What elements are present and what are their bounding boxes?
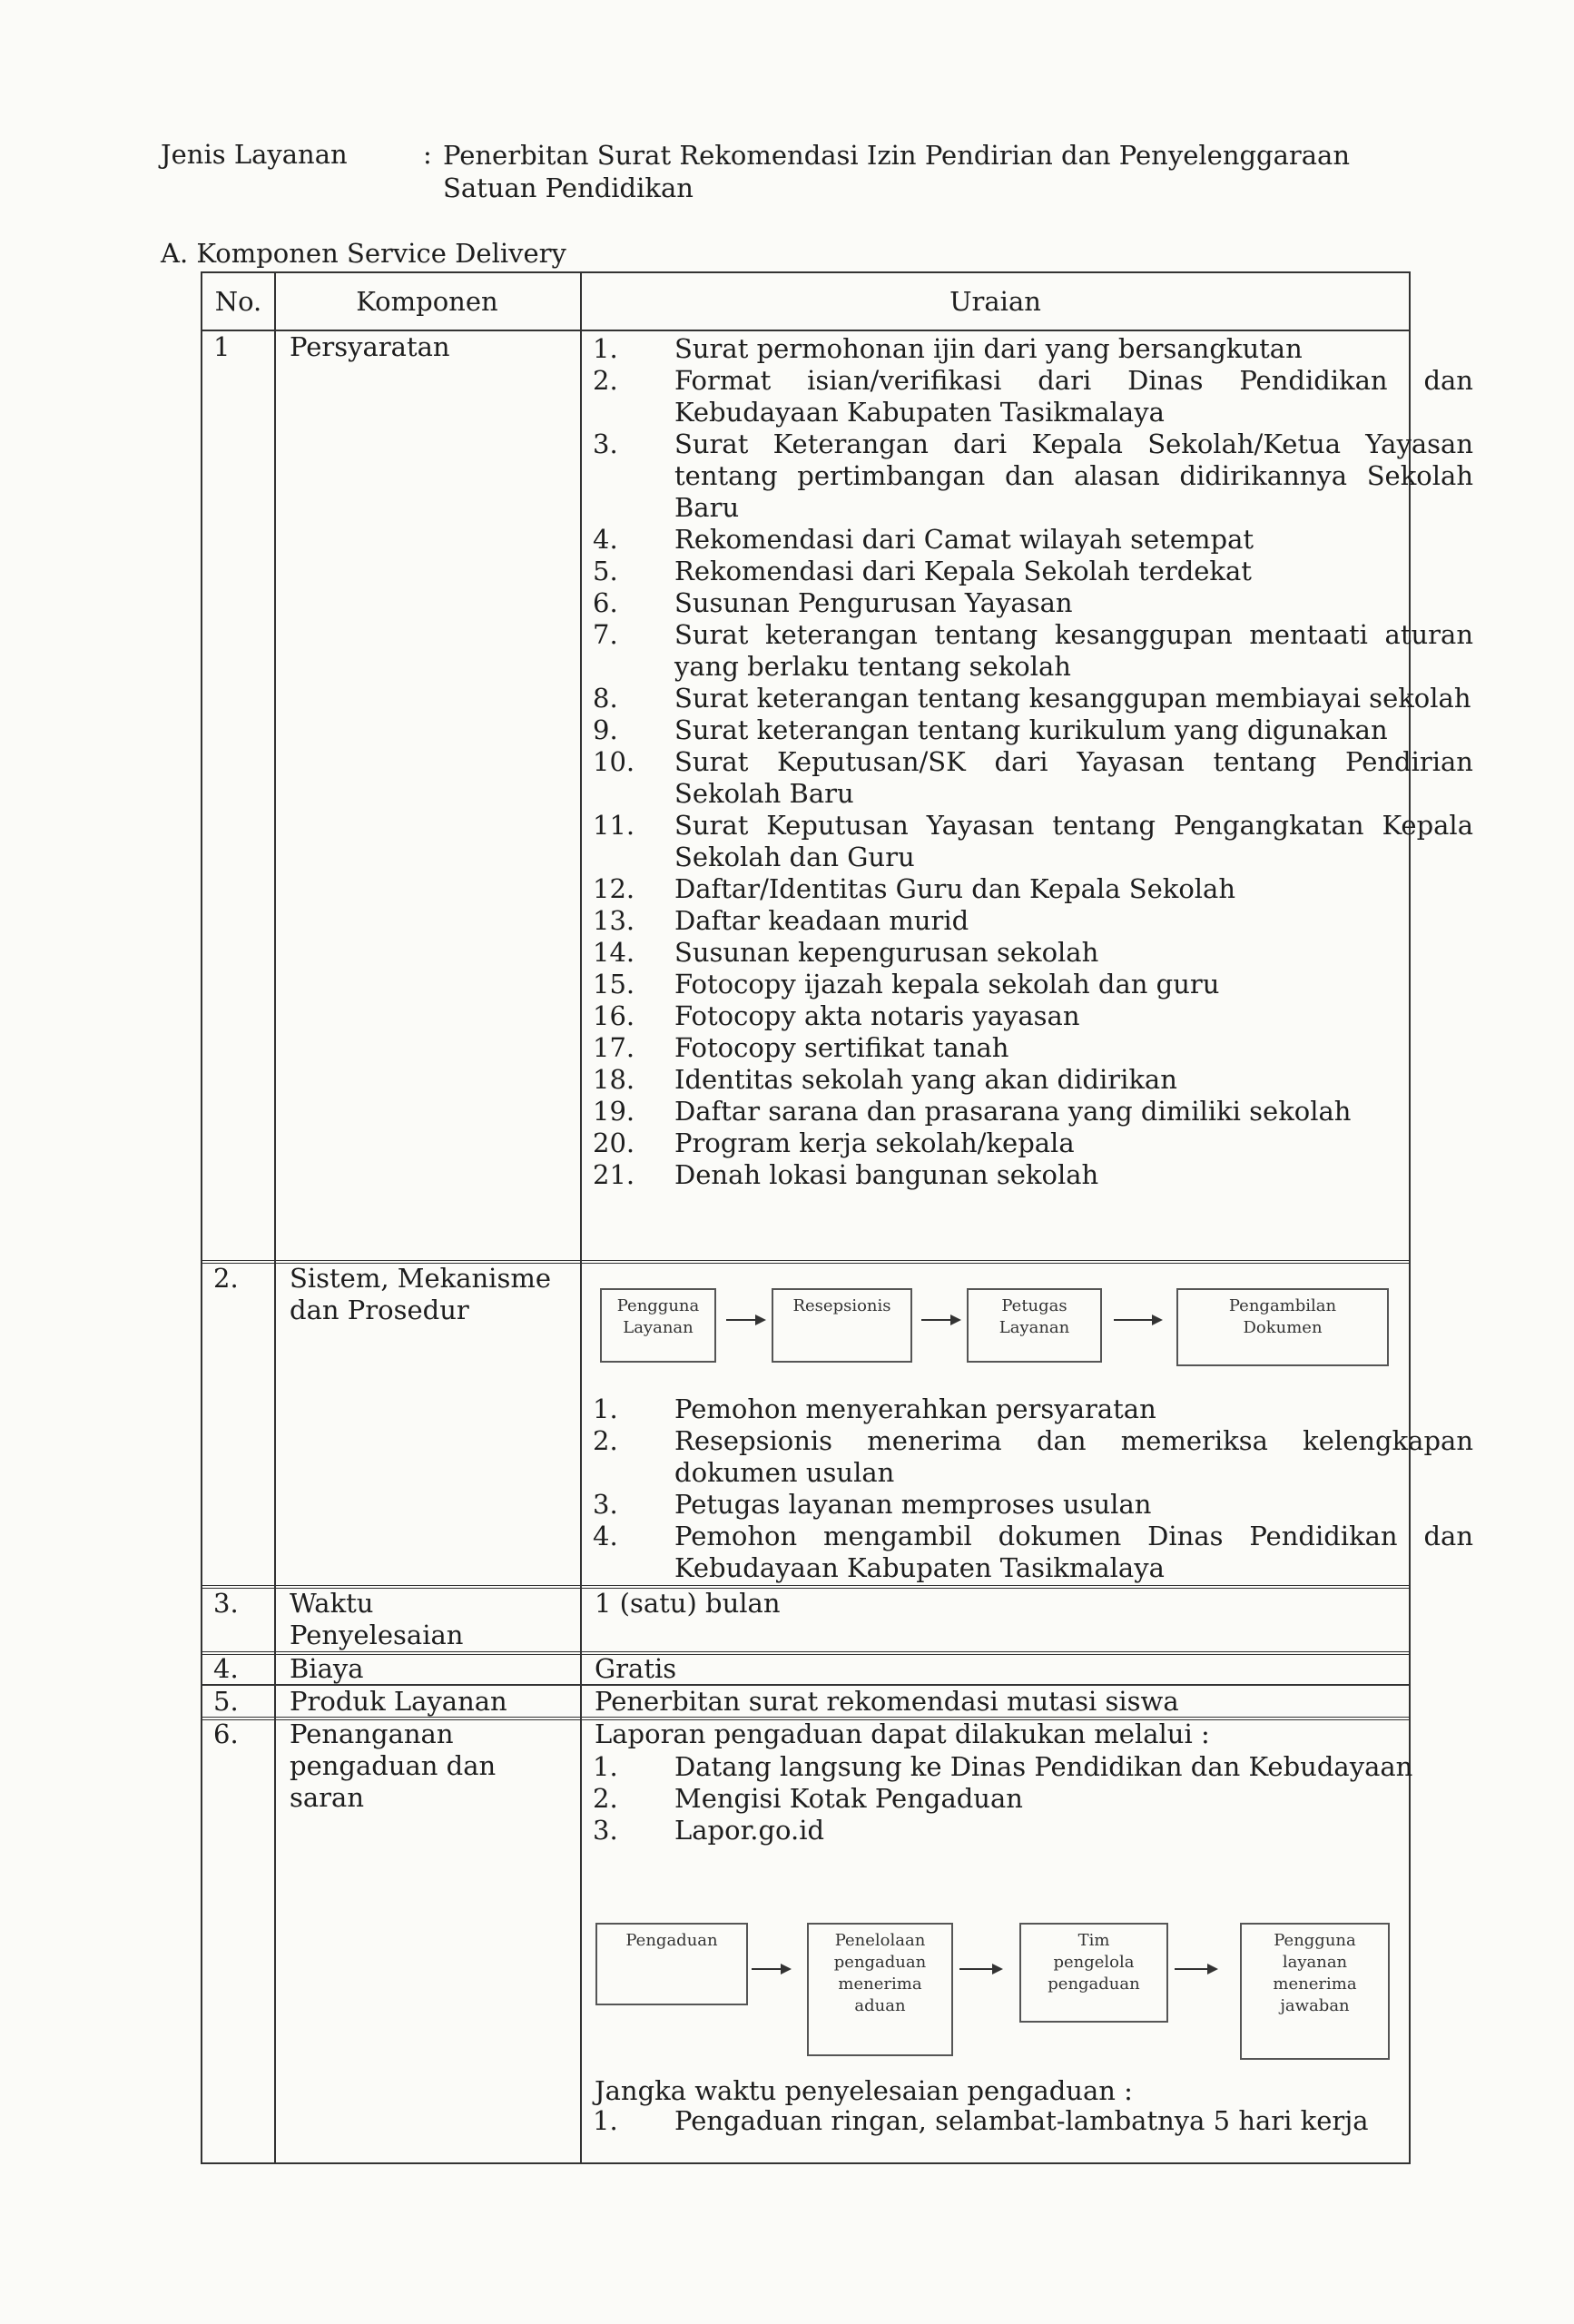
complaint-timeframe-list	[593, 2105, 1473, 2137]
list-item-number: 18.	[593, 1064, 635, 1095]
service-delivery-table	[201, 271, 1473, 2164]
complaint-arrow-3	[1175, 1968, 1215, 1970]
col-divider-no	[274, 273, 276, 2162]
row-divider-3	[202, 1651, 1409, 1655]
list-item	[593, 1751, 1473, 1783]
list-item	[593, 333, 1473, 365]
list-item-text: Rekomendasi dari Camat wilayah setempat	[674, 524, 1254, 555]
list-item-text: Fotocopy sertifikat tanah	[674, 1032, 1009, 1063]
list-item-text: Daftar/Identitas Guru dan Kepala Sekolah	[674, 873, 1236, 904]
col-divider-komponen	[580, 273, 582, 2162]
list-item-number: 10.	[593, 746, 635, 777]
list-item-number: 3.	[593, 1489, 618, 1520]
list-item	[593, 905, 1473, 937]
list-item-text: Surat keterangan tentang kurikulum yang digunakan	[674, 714, 1388, 745]
list-item-number: 17.	[593, 1032, 635, 1063]
list-item	[593, 1096, 1473, 1128]
row3-no: 3.	[213, 1588, 239, 1619]
list-item	[593, 524, 1473, 556]
list-item	[593, 873, 1473, 905]
flow-box-pengambilan-dokumen: Pengambilan Dokumen	[1176, 1288, 1389, 1366]
list-item	[593, 1159, 1473, 1191]
list-item	[593, 746, 1473, 810]
list-item-text: Petugas layanan memproses usulan	[674, 1489, 1152, 1520]
service-type-value-line1: Penerbitan Surat Rekomendasi Izin Pendirian dan Penyelenggaraan	[443, 140, 1351, 171]
row5-uraian: Penerbitan surat rekomendasi mutasi siswa	[595, 1686, 1179, 1717]
header-uraian: Uraian	[949, 286, 1041, 317]
list-item-text: Denah lokasi bangunan sekolah	[674, 1159, 1099, 1190]
row2-komponen	[290, 1263, 551, 1326]
list-item-number: 11.	[593, 810, 635, 841]
list-item	[593, 1815, 1473, 1846]
list-item	[593, 714, 1473, 746]
flow-box-petugas-layanan: Petugas Layanan	[967, 1288, 1102, 1363]
section-title: A. Komponen Service Delivery	[161, 238, 566, 269]
row1-no: 1	[213, 331, 231, 362]
complaint-arrow-2	[959, 1968, 999, 1970]
list-item-text: Pemohon mengambil dokumen Dinas Pendidikan dan Kebudayaan Kabupaten Tasikmalaya	[674, 1521, 1473, 1583]
list-item-number: 2.	[593, 1425, 618, 1456]
list-item	[593, 683, 1473, 714]
row4-no: 4.	[213, 1653, 239, 1684]
list-item-text: Pengaduan ringan, selambat-lambatnya 5 hari kerja	[674, 2105, 1369, 2136]
list-item	[593, 1064, 1473, 1096]
list-item	[593, 1000, 1473, 1032]
list-item-text: Surat Keputusan/SK dari Yayasan tentang Pendirian Sekolah Baru	[674, 746, 1473, 809]
list-item-number: 1.	[593, 333, 618, 364]
header-komponen: Komponen	[356, 286, 498, 317]
complaint-arrow-1	[752, 1968, 788, 1970]
header-no: No.	[214, 286, 262, 317]
list-item-number: 4.	[593, 1521, 618, 1551]
list-item	[593, 1393, 1473, 1425]
row5-komponen: Produk Layanan	[290, 1686, 507, 1717]
row2-komponen-line2: dan Prosedur	[290, 1295, 469, 1325]
list-item	[593, 810, 1473, 873]
list-item-number: 15.	[593, 969, 635, 1000]
list-item	[593, 2105, 1473, 2137]
list-item-number: 5.	[593, 556, 618, 586]
list-item-number: 2.	[593, 365, 618, 396]
service-type-value	[443, 139, 1441, 204]
list-item-text: Rekomendasi dari Kepala Sekolah terdekat	[674, 556, 1252, 586]
row6-complaint-channels-list	[593, 1751, 1473, 1846]
list-item-text: Format isian/verifikasi dari Dinas Pendidikan dan Kebudayaan Kabupaten Tasikmalaya	[674, 365, 1473, 428]
row2-procedure-list	[593, 1393, 1473, 1584]
flow-box-pengaduan: Pengaduan	[595, 1923, 748, 2005]
list-item-number: 13.	[593, 905, 635, 936]
list-item	[593, 587, 1473, 619]
service-type-label: Jenis Layanan	[161, 139, 348, 170]
list-item-number: 12.	[593, 873, 635, 904]
row2-komponen-line1: Sistem, Mekanisme	[290, 1263, 551, 1294]
list-item-text: Fotocopy ijazah kepala sekolah dan guru	[674, 969, 1220, 1000]
row3-komponen-line1: Waktu	[290, 1588, 374, 1619]
list-item-text: Surat Keterangan dari Kepala Sekolah/Ketua Yayasan tentang pertimbangan dan alasan didirikannya Sekolah Baru	[674, 428, 1473, 523]
list-item-number: 9.	[593, 714, 618, 745]
flow-box-pengguna-layanan: Pengguna Layanan	[600, 1288, 716, 1363]
flow-box-resepsionis: Resepsionis	[772, 1288, 912, 1363]
list-item-text: Resepsionis menerima dan memeriksa kelengkapan dokumen usulan	[674, 1425, 1473, 1488]
list-item-text: Susunan Pengurusan Yayasan	[674, 587, 1073, 618]
complaint-timeframe-title: Jangka waktu penyelesaian pengaduan :	[595, 2075, 1133, 2106]
list-item-number: 8.	[593, 683, 618, 714]
row6-komponen-line3: saran	[290, 1782, 365, 1813]
row3-komponen	[290, 1588, 463, 1651]
list-item	[593, 1489, 1473, 1521]
list-item-number: 16.	[593, 1000, 635, 1031]
list-item-number: 21.	[593, 1159, 635, 1190]
list-item	[593, 1128, 1473, 1159]
list-item-text: Surat Keputusan Yayasan tentang Pengangkatan Kepala Sekolah dan Guru	[674, 810, 1473, 872]
list-item-text: Fotocopy akta notaris yayasan	[674, 1000, 1080, 1031]
list-item-number: 20.	[593, 1128, 635, 1158]
list-item	[593, 1425, 1473, 1489]
list-item-text: Susunan kepengurusan sekolah	[674, 937, 1099, 968]
list-item-number: 4.	[593, 524, 618, 555]
row4-komponen: Biaya	[290, 1653, 364, 1684]
list-item	[593, 428, 1473, 524]
list-item	[593, 556, 1473, 587]
list-item	[593, 1783, 1473, 1815]
list-item-text: Surat keterangan tentang kesanggupan mentaati aturan yang berlaku tentang sekolah	[674, 619, 1473, 682]
list-item-number: 1.	[593, 2105, 618, 2136]
list-item-number: 19.	[593, 1096, 635, 1127]
list-item	[593, 365, 1473, 428]
list-item-number: 3.	[593, 428, 618, 459]
list-item-text: Daftar keadaan murid	[674, 905, 969, 936]
list-item-number: 3.	[593, 1815, 618, 1846]
row6-intro: Laporan pengaduan dapat dilakukan melalui :	[595, 1718, 1210, 1749]
row6-komponen-line2: pengaduan dan	[290, 1750, 497, 1781]
flow-arrow-1	[726, 1319, 762, 1321]
flow-arrow-2	[921, 1319, 958, 1321]
list-item-number: 14.	[593, 937, 635, 968]
flow-box-tim-pengelola: Tim pengelola pengaduan	[1019, 1923, 1168, 2023]
row4-uraian: Gratis	[595, 1653, 677, 1684]
list-item-text: Datang langsung ke Dinas Pendidikan dan Kebudayaan	[674, 1751, 1413, 1782]
list-item-text: Program kerja sekolah/kepala	[674, 1128, 1075, 1158]
row2-no: 2.	[213, 1263, 239, 1294]
list-item-number: 2.	[593, 1783, 618, 1814]
row1-requirements-list	[593, 333, 1473, 1191]
list-item	[593, 619, 1473, 683]
list-item-number: 7.	[593, 619, 618, 650]
list-item-text: Mengisi Kotak Pengaduan	[674, 1783, 1023, 1814]
list-item-number: 1.	[593, 1393, 618, 1424]
list-item-text: Pemohon menyerahkan persyaratan	[674, 1393, 1156, 1424]
list-item-text: Surat permohonan ijin dari yang bersangkutan	[674, 333, 1303, 364]
flow-box-pengguna-menerima-jawaban: Pengguna layanan menerima jawaban	[1240, 1923, 1390, 2060]
list-item-text: Daftar sarana dan prasarana yang dimiliki sekolah	[674, 1096, 1352, 1127]
list-item	[593, 1521, 1473, 1584]
list-item-text: Surat keterangan tentang kesanggupan membiayai sekolah	[674, 683, 1471, 714]
flow-box-penelolaan-pengaduan: Penelolaan pengaduan menerima aduan	[807, 1923, 953, 2056]
list-item	[593, 937, 1473, 969]
row6-komponen-line1: Penanganan	[290, 1718, 454, 1749]
row3-komponen-line2: Penyelesaian	[290, 1620, 464, 1650]
flow-arrow-3	[1114, 1319, 1159, 1321]
row1-komponen: Persyaratan	[290, 331, 450, 362]
row6-komponen	[290, 1718, 496, 1814]
row5-no: 5.	[213, 1686, 239, 1717]
list-item-text: Identitas sekolah yang akan didirikan	[674, 1064, 1177, 1095]
list-item	[593, 1032, 1473, 1064]
list-item-number: 6.	[593, 587, 618, 618]
service-type-value-line2: Satuan Pendidikan	[443, 172, 694, 203]
list-item-number: 1.	[593, 1751, 618, 1782]
header-colon: :	[423, 139, 432, 170]
row6-no: 6.	[213, 1718, 239, 1749]
list-item	[593, 969, 1473, 1000]
list-item-text: Lapor.go.id	[674, 1815, 825, 1846]
row3-uraian: 1 (satu) bulan	[595, 1588, 781, 1619]
